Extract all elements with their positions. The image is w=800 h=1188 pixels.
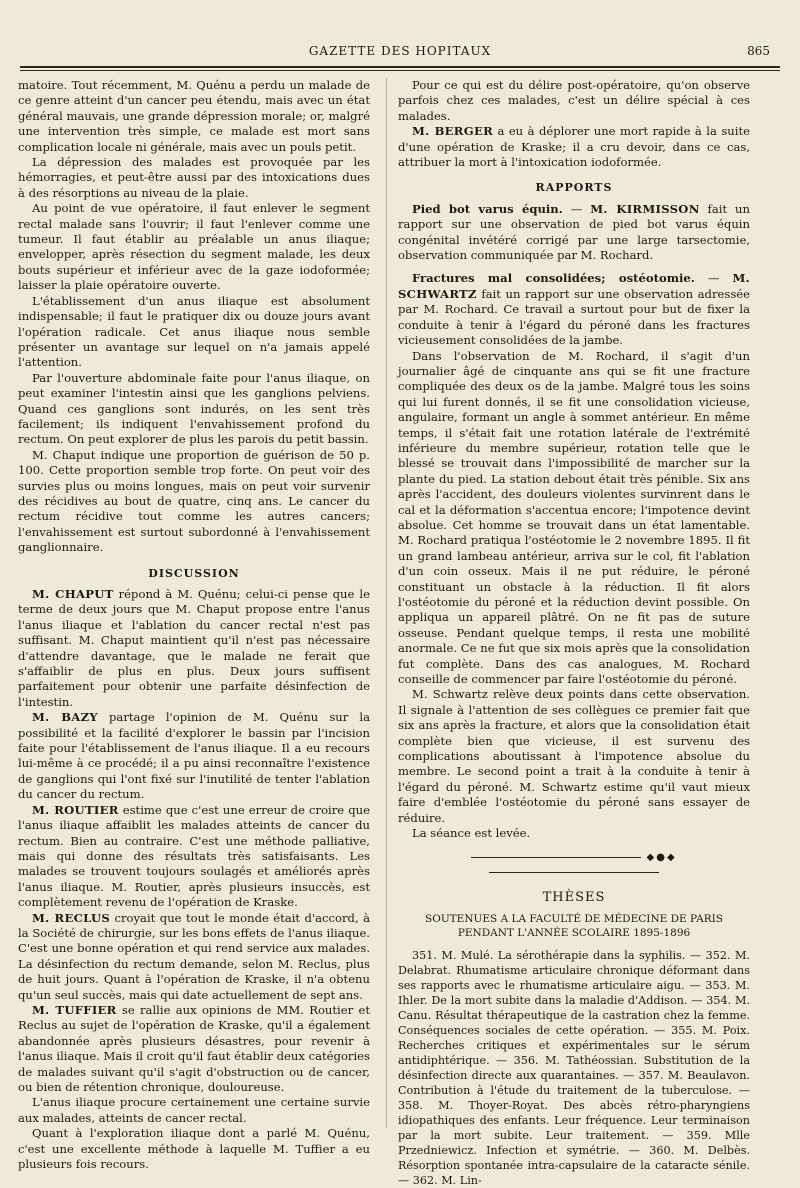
page-number: 865 bbox=[747, 44, 770, 58]
theses-title: THÈSES bbox=[542, 890, 606, 906]
paragraph: Par l'ouverture abdominale faite pour l'anus iliaque, on peut examiner l'intestin ainsi que les ganglions pelviens. Quand ces ganglions sont indurés, on les sent très facilement; ils indiquent l'envahissement profond du rectum. On peut explorer de plus les parois du petit bassin. bbox=[18, 370, 370, 447]
seance-levee: La séance est levée. bbox=[412, 826, 531, 841]
speaker-name: M. ROUTIER bbox=[32, 802, 119, 817]
speaker-text: estime que c'est une erreur de croire que l'anus iliaque affaiblit les malades atteints de cancer du rectum. Bien au contraire. C'est une méthode palliative, mais qui donne des résultats très satisfaisants. Les malades se trouvent toujours soulagés et améliorés après l'anus iliaque. M. Routier, après plusieurs insuccès, est complètement revenu de l'opération de Kraske. bbox=[18, 802, 370, 910]
column-divider bbox=[386, 78, 387, 1128]
header-rule-thin bbox=[20, 70, 780, 71]
page-header bbox=[20, 44, 780, 62]
paragraph: Dans l'observation de M. Rochard, il s'agit d'un journalier âgé de cinquante ans qui se fit une fracture compliquée des deux os de la jambe. Malgré tous les soins qui lui furent donnés, il se fit une consolidation vicieuse, angulaire, formant un angle à sommet antérieur. En même temps, il s'était fait une rotation latérale de l'extrémité inférieure du membre supérieur, rotation telle que le blessé se trouvait dans l'impossibilité de marcher sur la plante du pied. La station debout était très pénible. Six ans après l'accident, des douleurs violentes survinrent dans le cal et la déformation s'accentua encore; l'impotence devint absolue. Cet homme se trouvait dans un état lamentable. M. Rochard pratiqua l'ostéotomie le 2 novembre 1895. Il fit un grand lambeau antérieur, arriva sur le col, fit l'ablation d'un coin osseux. Mais il ne put réduire, le péroné constituant un obstacle à la réduction. Il fit alors l'ostéotomie du péroné et la réduction devint possible. On appliqua un appareil plâtré. On ne fit pas de suture osseuse. Pendant quelque temps, il resta une mobilité anormale. Ce ne fut que six mois après que la consolidation fut complète. Dans des cas analogues, M. Rochard conseille de commencer par faire l'ostéotomie du péroné. bbox=[398, 348, 750, 687]
speaker-name: M. CHAPUT bbox=[32, 587, 114, 601]
speaker-name: M. TUFFIER bbox=[32, 1002, 117, 1017]
left-column bbox=[18, 78, 371, 1172]
speaker-name: M. BAZY bbox=[32, 710, 98, 725]
dash: — bbox=[562, 201, 591, 216]
discussion-tuffier bbox=[18, 1003, 370, 1095]
report-pied-bot bbox=[398, 202, 750, 264]
speaker-name: M. KIRMISSON bbox=[590, 201, 700, 216]
paragraph: Pour ce qui est du délire post-opératoire, qu'on observe parfois chez ces malades, c'est un délire spécial à ces malades. bbox=[398, 78, 750, 123]
speaker-text: partage l'opinion de M. Quénu sur la possibilité et la facilité d'explorer le bassin par l'incision faite pour l'établissement de l'anus iliaque. Il a eu recours lui-même à ce procédé; il a pu ainsi reconnaître l'existence de ganglions qui l'ont fixé sur l'inutilité de tenter l'ablation du cancer du rectum. bbox=[18, 710, 370, 802]
report-title: Fractures mal consolidées; ostéotomie. bbox=[412, 271, 695, 286]
paragraph: Au point de vue opératoire, il faut enlever le segment rectal malade sans l'ouvrir; il faut l'enlever comme une tumeur. Il faut établir au préalable un anus iliaque; envelopper, après résection du segment malade, les deux bouts supérieur et inférieur avec de la gaze iodoformée; laisser la plaie opératoire ouverte. bbox=[18, 201, 370, 293]
section-heading-rapports: RAPPORTS bbox=[535, 181, 613, 195]
header-rule-thick bbox=[20, 66, 780, 68]
discussion-reclus bbox=[18, 911, 370, 1003]
speaker-text: répond à M. Quénu; celui-ci pense que le terme de deux jours que M. Chaput propose entre l'anus l'anus iliaque et l'ablation du cancer rectal n'est pas suffisant. M. Chaput maintient qu'il n'est pas nécessaire d'attendre davantage, que le malade ne ferait que s'affaiblir de plus en plus. Deux jours suffisent parfaitement pour obtenir une parfaite désinfection de l'intestin. bbox=[18, 587, 370, 709]
speaker-text: a eu à déplorer une mort rapide à la suite d'une opération de Kraske; il a cru devoir, dans ce cas, attribuer la mort à l'intoxication iodoformée. bbox=[398, 124, 750, 170]
dash: — bbox=[694, 271, 733, 286]
paragraph: M. Schwartz relève deux points dans cette observation. Il signale à l'attention de ses collègues ce premier fait que six ans après la fracture, et alors que la consolidation était complète bien que vicieuse, il est survenu des complications aboutissant à l'impotence absolue du membre. Le second point a trait à la conduite à tenir à l'égard du péroné. M. Schwartz estime qu'il vaut mieux faire d'emblée l'ostéotomie du péroné sans essayer de réduire. bbox=[398, 687, 750, 825]
discussion-routier bbox=[18, 803, 370, 911]
discussion-chaput bbox=[18, 587, 370, 710]
speaker-name: M. RECLUS bbox=[32, 910, 111, 925]
paragraph: L'établissement d'un anus iliaque est absolument indispensable; il faut le pratiquer dix ou douze jours avant l'opération radicale. Cet anus iliaque nous semble présenter un avantage sur lequel on n'a jamais appelé l'attention. bbox=[18, 293, 370, 370]
paragraph: M. Chaput indique une proportion de guérison de 50 p. 100. Cette proportion semble trop forte. On peut voir des survies plus ou moins longues, mais on peut voir survenir des récidives au bout de quatre, cinq ans. Le cancer du rectum récidive tout comme les autres cancers; l'envahissement est surtout subordonné à l'envahissement ganglionnaire. bbox=[18, 447, 370, 555]
speaker-text: se rallie aux opinions de MM. Routier et Reclus au sujet de l'opération de Kraske, qu'il a également abandonnée après plusieurs désastres, pour revenir à l'anus iliaque. Mais il croit qu'il faut établir deux catégories de malades suivant qu'il s'agit d'obstruction ou de cancer, ou bien de rétention chronique, douloureuse. bbox=[18, 1002, 370, 1094]
report-text: fait un rapport sur une observation adressée par M. Rochard. Ce travail a surtout pour but de fixer la conduite à tenir à l'égard du péroné dans les fractures vicieusement consolidées de la jambe. bbox=[398, 286, 750, 348]
speaker-name: M. BERGER bbox=[412, 124, 494, 139]
report-fractures bbox=[398, 271, 750, 348]
theses-subtitle bbox=[398, 912, 750, 940]
right-column bbox=[398, 78, 751, 1187]
theses-subtitle-line2: PENDANT L'ANNÉE SCOLAIRE 1895-1896 bbox=[457, 926, 691, 939]
section-heading-discussion: DISCUSSION bbox=[148, 566, 240, 580]
report-text: fait un rapport sur une observation de pied bot varus équin congénital invétéré corrigé par une large tarsectomie, observation communiquée par M. Rochard. bbox=[398, 201, 750, 263]
report-title: Pied bot varus équin. bbox=[412, 201, 563, 216]
theses-subtitle-line1: SOUTENUES A LA FACULTÉ DE MÉDECINE DE PARIS bbox=[425, 912, 723, 925]
ornamental-separator: ◆●◆ bbox=[398, 850, 750, 881]
paragraph: Quant à l'exploration iliaque dont a parlé M. Quénu, c'est une excellente méthode à laquelle M. Tuffier a eu plusieurs fois recours. bbox=[18, 1126, 370, 1172]
paragraph: La dépression des malades est provoquée par les hémorragies, et peut-être aussi par des intoxications dues à des résorptions au niveau de la plaie. bbox=[18, 155, 370, 200]
theses-list: 351. M. Mulé. La sérothérapie dans la syphilis. — 352. M. Delabrat. Rhumatisme articulaire chronique déformant dans ses rapports avec le rhumatisme articulaire aigu. — 353. M. Ihler. De la mort subite dans la maladie d'Addison. — 354. M. Canu. Résultat thérapeutique de la castration chez la femme. Conséquences sociales de cette opération. — 355. M. Poix. Recherches critiques et expérimentales sur le sérum antidiphtérique. — 356. M. Tathéossian. Substitution de la désinfection directe aux quarantaines. — 357. M. Beaulavon. Contribution à l'étude du traitement de la tuberculose. — 358. M. Thoyer-Royat. Des abcès rétro-pharyngiens idiopathiques des enfants. Leur fréquence. Leur terminaison par la mort subite. Leur traitement. — 359. Mlle Przedniewicz. Infection et symétrie. — 360. M. Delbès. Résorption spontanée intra-capsulaire de la cataracte sénile. — 362. M. Lin- bbox=[398, 948, 750, 1187]
discussion-berger bbox=[398, 124, 750, 170]
journal-title: GAZETTE DES HOPITAUX bbox=[308, 44, 492, 58]
paragraph: L'anus iliaque procure certainement une certaine survie aux malades, atteints de cancer rectal. bbox=[18, 1095, 370, 1125]
discussion-bazy bbox=[18, 710, 370, 802]
speaker-text: croyait que tout le monde était d'accord, à la Société de chirurgie, sur les bons effets de l'anus iliaque. C'est une bonne opération et qui rend service aux malades. La désinfection du rectum demande, selon M. Reclus, plus de huit jours. Quant à l'opération de Kraske, il n'a obtenu qu'un seul succès, mais qui date actuellement de sept ans. bbox=[18, 910, 371, 1002]
paragraph: matoire. Tout récemment, M. Quénu a perdu un malade de ce genre atteint d'un cancer peu étendu, mais avec un état général mauvais, une grande dépression morale; or, malgré une intervention très simple, ce malade est mort sans complication locale ni générale, mais avec un pouls petit. bbox=[18, 78, 370, 154]
speaker-name: M. SCHWARTZ bbox=[398, 271, 751, 301]
